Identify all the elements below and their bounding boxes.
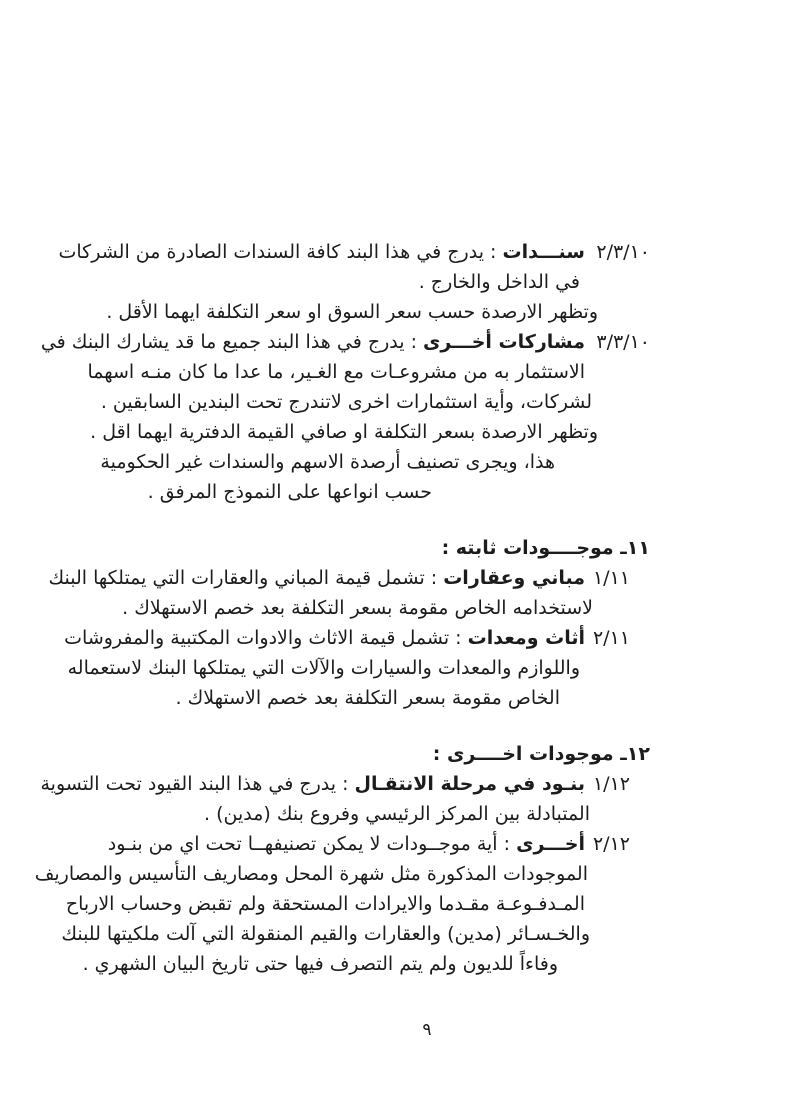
clause-3-3-10-row [40, 327, 650, 357]
clause-1-12-row [40, 769, 650, 799]
clause-2-12-line-2: المـدفـوعـة مقـدما والايرادات المستحقة ولم تقبض وحساب الارباح [65, 893, 585, 915]
clause-2-3-10-row [58, 237, 650, 267]
clause-2-3-10-line-1: في الداخل والخارج . [418, 271, 580, 293]
clause-3-3-10-number: ٣/٣/١٠ [596, 331, 650, 353]
document-text-block [34, 237, 650, 979]
clause-1-12-text: : يدرج في هذا البند القيود تحت التسوية [40, 773, 355, 795]
section-heading-fixed-assets: ١١ـ موجــــودات ثابته : [441, 537, 650, 559]
clause-1-12-term: بنـود في مرحلة الانتقـال [354, 773, 585, 795]
clause-2-11-row [64, 623, 650, 653]
clause-2-3-10-term: سنـــدات [502, 241, 585, 263]
clause-3-3-10-line-3: وتظهر الارصدة بسعر التكلفة او صافي القيمة الدفترية ايهما اقل . [90, 421, 598, 443]
clause-2-11-line-2: الخاص مقومة بسعر التكلفة بعد خصم الاستهلاك . [175, 687, 560, 709]
clause-2-11-number: ٢/١١ [592, 627, 630, 649]
clause-2-12-number: ٢/١٢ [592, 833, 630, 855]
clause-3-3-10-line-5: حسب انواعها على النموذج المرفق . [147, 481, 432, 503]
clause-1-12-number: ١/١٢ [592, 773, 630, 795]
clause-3-3-10-term: مشاركات أخـــرى [423, 331, 585, 353]
section-heading-other-assets: ١٢ـ موجودات اخــــرى : [432, 743, 650, 765]
clause-3-3-10-line-2: لشركات، وأية استثمارات اخرى لاتندرج تحت البندين السابقين . [100, 391, 592, 413]
clause-2-12-row [107, 829, 650, 859]
clause-2-3-10-line-2: وتظهر الارصدة حسب سعر السوق او سعر التكلفة ايهما الأقل . [106, 301, 598, 323]
clause-1-11-text: : تشمل قيمة المباني والعقارات التي يمتلكها البنك [48, 567, 444, 589]
clause-2-12-line-3: والخـسـائر (مدين) والعقارات والقيم المنقولة التي آلت ملكيتها للبنك [61, 923, 590, 945]
clause-1-11-row [48, 563, 650, 593]
clause-3-3-10-line-1: الاستثمار به من مشروعـات مع الغـير، ما عدا ما كان منـه اسهما [87, 361, 585, 383]
clause-1-11-number: ١/١١ [592, 567, 630, 589]
clause-2-12-text: : أية موجــودات لا يمكن تصنيفهــا تحت اي من بنـود [107, 833, 517, 855]
clause-2-12-line-1: الموجودات المذكورة مثل شهرة المحل ومصاريف التأسيس والمصاريف [34, 863, 588, 885]
clause-2-11-text: : تشمل قيمة الاثاث والادوات المكتبية والمفروشات [64, 627, 468, 649]
clause-1-12-line-1: المتبادلة بين المركز الرئيسي وفروع بنك (مدين) . [204, 803, 590, 825]
clause-1-11-line-1: لاستخدامه الخاص مقومة بسعر التكلفة بعد خصم الاستهلاك . [122, 597, 593, 619]
clause-2-12-term: أخـــرى [516, 833, 585, 855]
clause-2-11-term: أثاث ومعدات [467, 627, 585, 649]
clause-2-3-10-number: ٢/٣/١٠ [596, 241, 650, 263]
clause-2-12-line-4: وفاءاً للديون ولم يتم التصرف فيها حتى تاريخ البيان الشهري . [82, 953, 558, 975]
clause-2-3-10-text: : يدرج في هذا البند كافة السندات الصادرة من الشركات [58, 241, 503, 263]
clause-1-11-term: مباني وعقارات [443, 567, 585, 589]
clause-2-11-line-1: واللوازم والمعدات والسيارات والآلات التي يمتلكها البنك لاستعماله [67, 657, 580, 679]
clause-3-3-10-text: : يدرج في هذا البند جميع ما قد يشارك البنك في [40, 331, 424, 353]
page-number: ٩ [422, 1020, 432, 1040]
clause-3-3-10-line-4: هذا، ويجرى تصنيف أرصدة الاسهم والسندات غير الحكومية [100, 451, 555, 473]
